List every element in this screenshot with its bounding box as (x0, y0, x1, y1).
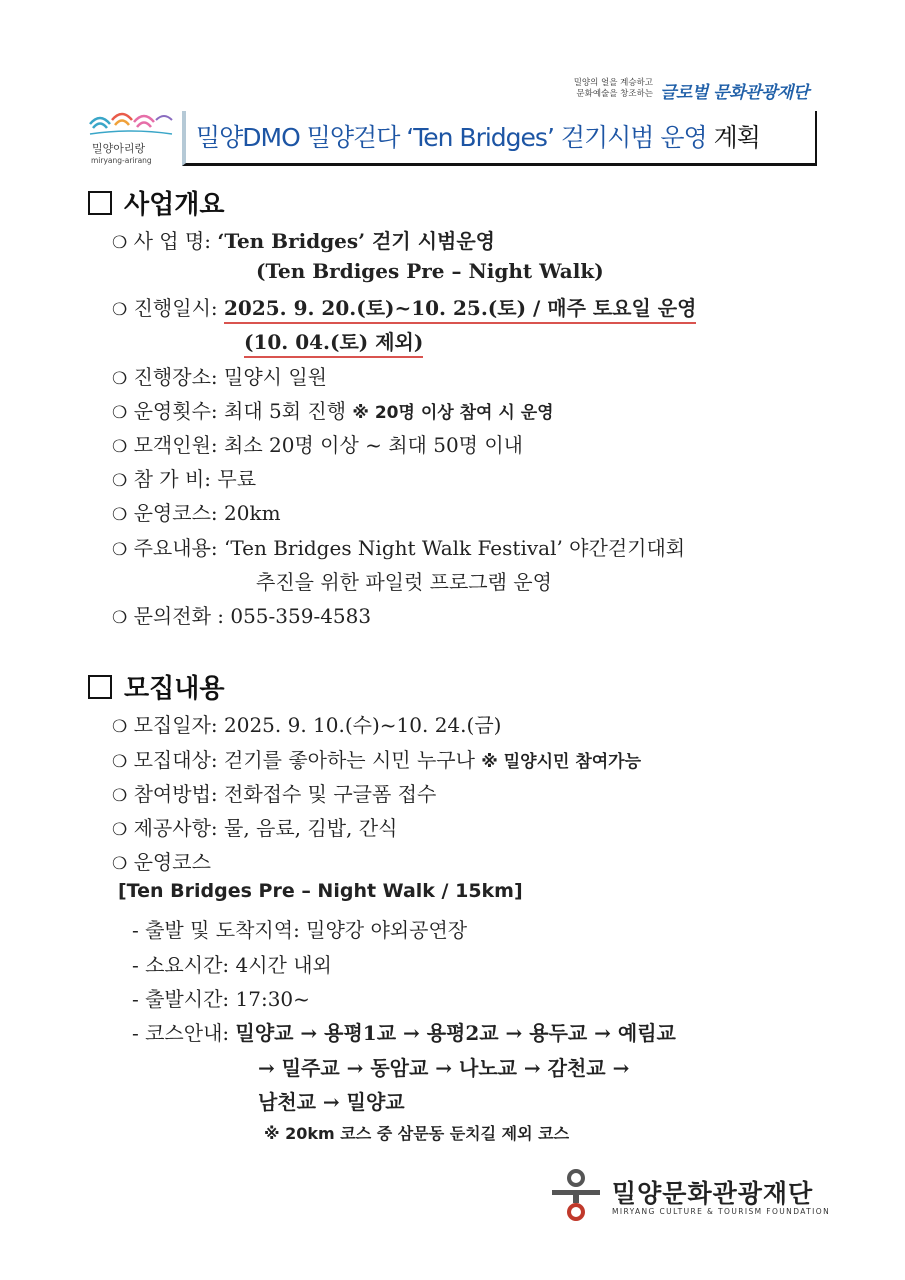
list-item-cont: (10. 04.(토) 제외) (244, 326, 423, 355)
route-note: ※ 20km 코스 중 삼문동 둔치길 제외 코스 (264, 1124, 570, 1143)
circle-bullet-icon: ❍ (112, 403, 128, 423)
foundation-logo-icon (548, 1168, 604, 1224)
list-item: ❍ 주요내용: ‘Ten Bridges Night Walk Festival’ 야간걷기대회 (112, 536, 686, 560)
circle-bullet-icon: ❍ (112, 752, 128, 772)
circle-bullet-icon: ❍ (112, 300, 128, 320)
circle-bullet-icon: ❍ (112, 233, 128, 253)
foundation-logo (548, 1168, 604, 1224)
foundation-name-en: MIRYANG CULTURE & TOURISM FOUNDATION (612, 1207, 831, 1216)
detail-item: - 출발시간: 17:30~ (132, 987, 310, 1011)
list-item: ❍ 모집대상: 걷기를 좋아하는 시민 누구나 ※ 밀양시민 참여가능 (112, 748, 642, 772)
list-item: ❍ 제공사항: 물, 음료, 김밥, 간식 (112, 816, 398, 840)
brand-wordmark: 글로벌 문화관광재단 (660, 83, 809, 103)
list-item: ❍ 운영횟수: 최대 5회 진행 ※ 20명 이상 참여 시 운영 (112, 399, 554, 423)
arirang-logo-icon (86, 106, 176, 142)
circle-bullet-icon: ❍ (112, 369, 128, 389)
circle-bullet-icon: ❍ (112, 608, 128, 628)
route-continued: → 밀주교 → 동암교 → 나노교 → 감천교 → (258, 1056, 630, 1080)
circle-bullet-icon: ❍ (112, 505, 128, 525)
circle-bullet-icon: ❍ (112, 540, 128, 560)
slogan: 밀양의 얼을 계승하고 문화예술을 창조하는 (573, 78, 653, 99)
logo-text: 밀양아리랑 (92, 142, 146, 155)
circle-bullet-icon: ❍ (112, 471, 128, 491)
list-item: ❍ 운영코스: 20km (112, 501, 281, 525)
route-continued: 남천교 → 밀양교 (258, 1090, 405, 1114)
checkbox-icon (88, 191, 112, 215)
circle-bullet-icon: ❍ (112, 437, 128, 457)
logo-sub: miryang-arirang (91, 156, 152, 165)
list-item: ❍ 참여방법: 전화접수 및 구글폼 접수 (112, 782, 437, 806)
list-item: ❍ 사 업 명: ‘Ten Bridges’ 걷기 시범운영 (112, 229, 495, 253)
section-heading-recruitment: 모집내용 (88, 668, 224, 705)
list-item-cont: 추진을 위한 파일럿 프로그램 운영 (256, 570, 552, 594)
circle-bullet-icon: ❍ (112, 820, 128, 840)
circle-bullet-icon: ❍ (112, 786, 128, 806)
list-item: ❍ 모객인원: 최소 20명 이상 ~ 최대 50명 이내 (112, 433, 524, 457)
detail-item: - 소요시간: 4시간 내외 (132, 953, 332, 977)
list-item: ❍ 운영코스 (112, 850, 211, 874)
list-item: ❍ 모집일자: 2025. 9. 10.(수)~10. 24.(금) (112, 713, 502, 737)
section-heading-overview: 사업개요 (88, 184, 224, 221)
list-item-cont: (Ten Brdiges Pre – Night Walk) (256, 259, 604, 283)
detail-item: - 코스안내: 밀양교 → 용평1교 → 용평2교 → 용두교 → 예림교 (132, 1021, 676, 1045)
list-item: ❍ 진행장소: 밀양시 일원 (112, 365, 327, 389)
foundation-name: 밀양문화관광재단 (612, 1179, 814, 1208)
checkbox-icon (88, 675, 112, 699)
list-item: ❍ 참 가 비: 무료 (112, 467, 257, 491)
list-item: ❍ 진행일시: 2025. 9. 20.(토)~10. 25.(토) / 매주 토요일 운영 (112, 292, 696, 321)
circle-bullet-icon: ❍ (112, 717, 128, 737)
document-title: 밀양DMO 밀양걷다 ‘Ten Bridges’ 걷기시범 운영 계획 (196, 123, 760, 152)
list-item: ❍ 문의전화 : 055-359-4583 (112, 604, 372, 628)
circle-bullet-icon: ❍ (112, 854, 128, 874)
course-title: [Ten Bridges Pre – Night Walk / 15km] (118, 880, 523, 902)
detail-item: - 출발 및 도착지역: 밀양강 야외공연장 (132, 918, 468, 942)
